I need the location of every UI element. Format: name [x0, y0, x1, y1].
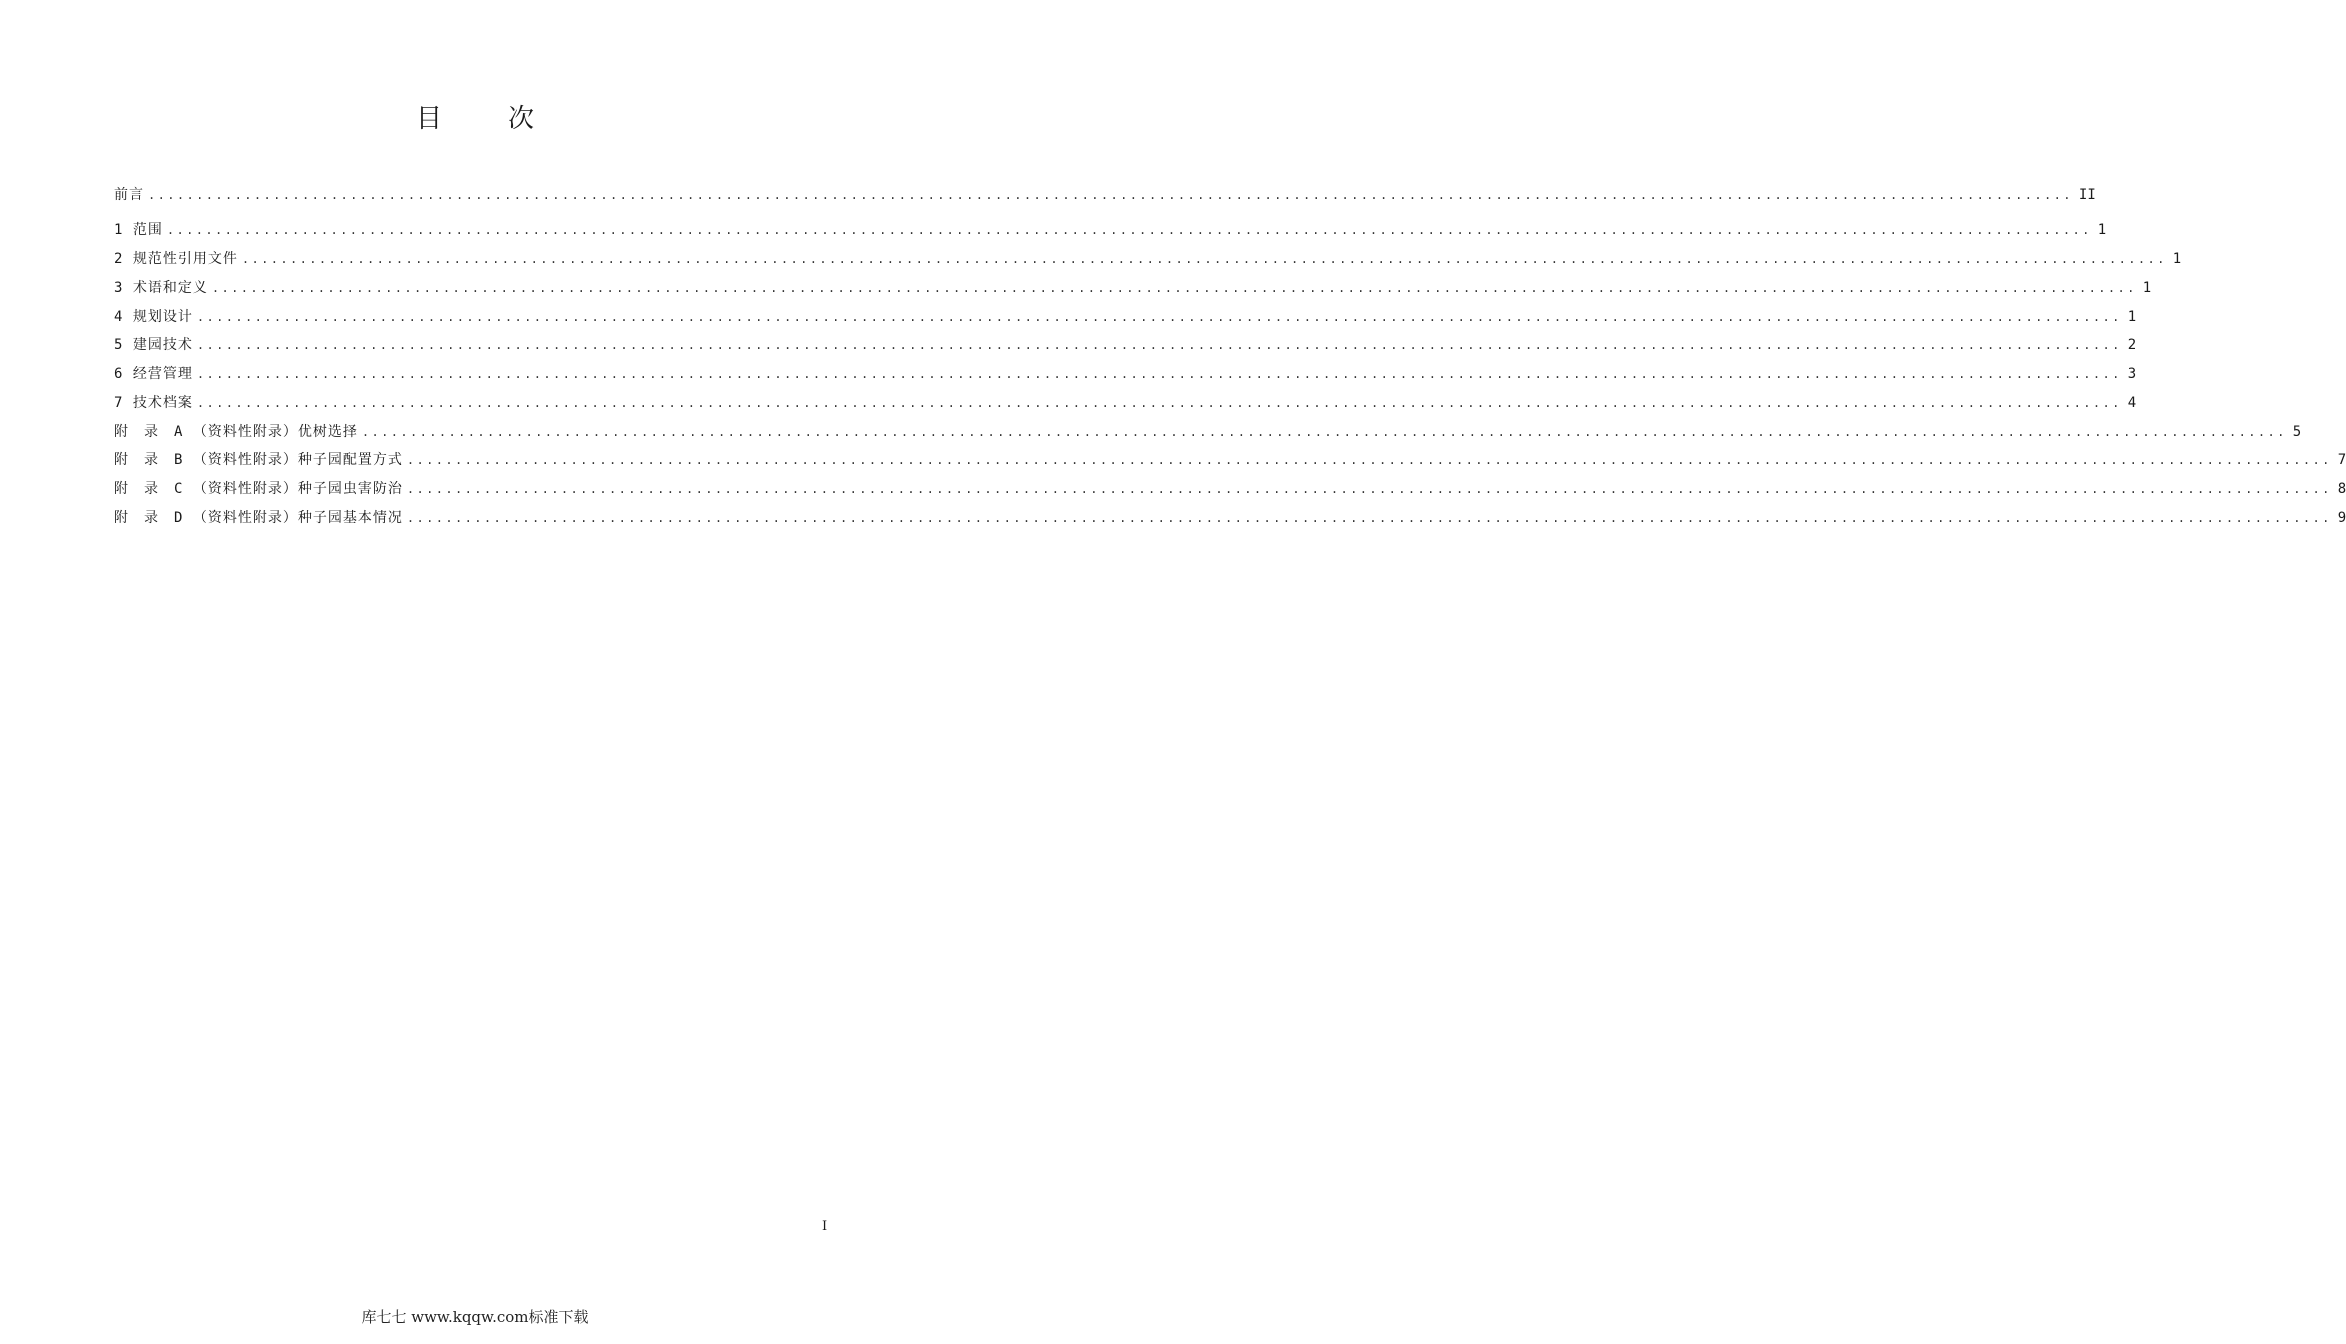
toc-entry-label: 2 规范性引用文件	[114, 251, 238, 267]
toc-entry-label: 附 录 D （资料性附录）种子园基本情况	[114, 510, 403, 526]
toc-entry-establishment[interactable]	[114, 334, 2137, 356]
toc-dot-leader: ........................................................................................................................................................................................................	[241, 252, 2167, 266]
toc-page-number: 4	[2127, 395, 2137, 411]
toc-dot-leader: ........................................................................................................................................................................................................	[196, 396, 2122, 410]
toc-entry-label: 4 规划设计	[114, 309, 193, 325]
toc-page-number: 2	[2127, 337, 2137, 353]
toc-page-number: 8	[2337, 481, 2346, 497]
toc-entry-appendix-d[interactable]	[114, 507, 2346, 529]
page-number: I	[822, 1219, 828, 1234]
toc-entry-appendix-c[interactable]	[114, 478, 2346, 500]
toc-dot-leader: ........................................................................................................................................................................................................	[211, 281, 2137, 295]
toc-entry-label: 前言	[114, 187, 144, 203]
page-title: 目 次	[415, 104, 554, 134]
toc-dot-leader: ........................................................................................................................................................................................................	[406, 482, 2332, 496]
toc-dot-leader: ........................................................................................................................................................................................................	[196, 367, 2122, 381]
toc-page-number: 1	[2127, 309, 2137, 325]
toc-dot-leader: ........................................................................................................................................................................................................	[406, 453, 2332, 467]
toc-entry-label: 7 技术档案	[114, 395, 193, 411]
toc-entry-label: 3 术语和定义	[114, 280, 208, 296]
toc-entry-label: 5 建园技术	[114, 337, 193, 353]
footer-watermark: 库七七 www.kqqw.com标准下载	[361, 1308, 589, 1326]
toc-entry-normative-references[interactable]	[114, 248, 2182, 270]
toc-entry-label: 附 录 C （资料性附录）种子园虫害防治	[114, 481, 403, 497]
toc-entry-terms[interactable]	[114, 277, 2152, 299]
toc-dot-leader: ........................................................................................................................................................................................................	[406, 511, 2332, 525]
toc-dot-leader: ........................................................................................................................................................................................................	[196, 310, 2122, 324]
toc-page-number: 3	[2127, 366, 2137, 382]
toc-entry-label: 附 录 B （资料性附录）种子园配置方式	[114, 452, 403, 468]
toc-entry-management[interactable]	[114, 363, 2137, 385]
toc-page-number: 9	[2337, 510, 2346, 526]
toc-page-number: 1	[2172, 251, 2182, 267]
toc-entry-appendix-b[interactable]	[114, 449, 2346, 471]
toc-entry-label: 1 范围	[114, 222, 163, 238]
toc-entry-planning-design[interactable]	[114, 306, 2137, 328]
toc-page-number: 7	[2337, 452, 2346, 468]
toc-dot-leader: ........................................................................................................................................................................................................	[166, 223, 2092, 237]
toc-page-number: 1	[2142, 280, 2152, 296]
toc-page-number: 1	[2097, 222, 2107, 238]
toc-entry-appendix-a[interactable]	[114, 421, 2302, 443]
toc-dot-leader: ........................................................................................................................................................................................................	[196, 338, 2122, 352]
toc-entry-foreword[interactable]	[114, 184, 2096, 206]
toc-dot-leader: ........................................................................................................................................................................................................	[361, 425, 2287, 439]
toc-entry-records[interactable]	[114, 392, 2137, 414]
toc-dot-leader: ........................................................................................................................................................................................................	[148, 188, 2073, 202]
toc-page-number: 5	[2292, 424, 2302, 440]
toc-entry-scope[interactable]	[114, 219, 2107, 241]
toc-entry-label: 附 录 A （资料性附录）优树选择	[114, 424, 358, 440]
toc-page-number: II	[2078, 187, 2096, 203]
toc-entry-label: 6 经营管理	[114, 366, 193, 382]
